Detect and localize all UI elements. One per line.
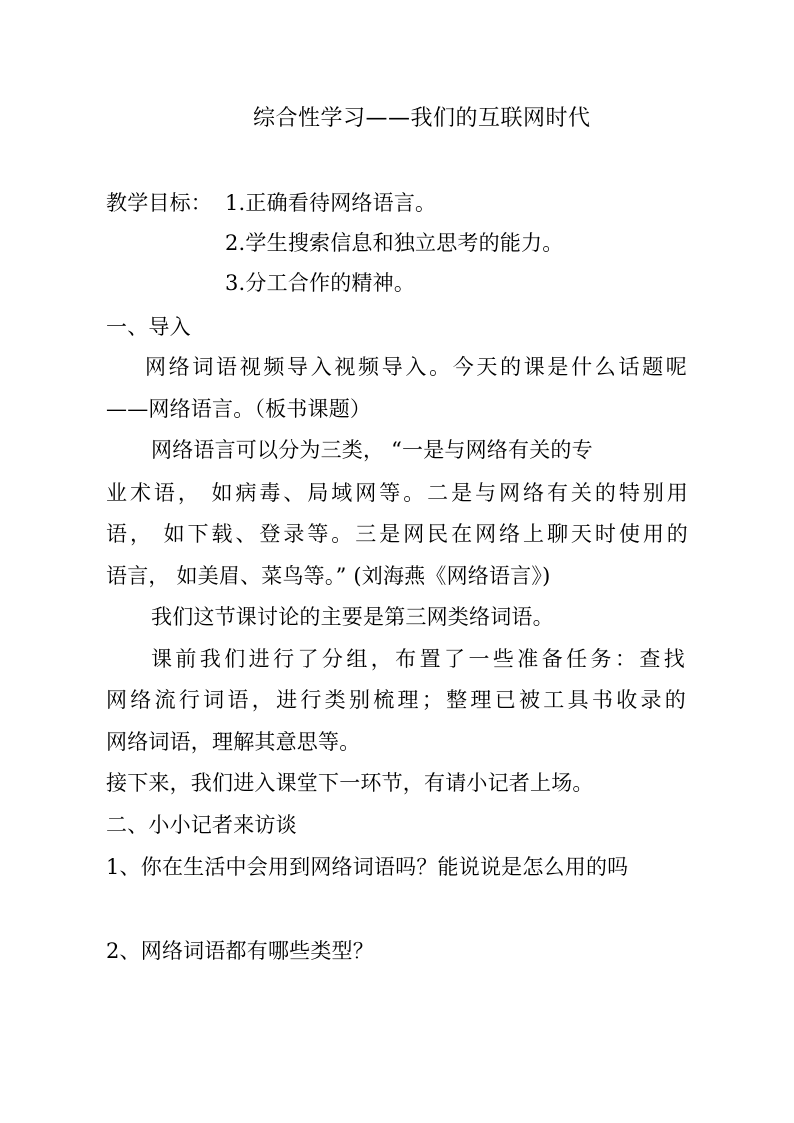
paragraph-line: 网络词语，理解其意思等。 xyxy=(106,730,361,754)
paragraph-line: 业术语， 如病毒、局域网等。二是与网络有关的特别用 xyxy=(106,481,688,505)
objective-item: 3.分工合作的精神。 xyxy=(225,271,416,295)
question-item: 1、你在生活中会用到网络词语吗？能说说是怎么用的吗 xyxy=(106,855,629,879)
objective-item: 1.正确看待网络语言。 xyxy=(225,191,437,215)
objective-item: 2.学生搜索信息和独立思考的能力。 xyxy=(225,231,564,255)
paragraph-line: 课前我们进行了分组，布置了一些准备任务：查找 xyxy=(151,647,685,671)
paragraph-line: 网络语言可以分为三类， “一是与网络有关的专 xyxy=(151,438,593,462)
paragraph-line: 网络词语视频导入视频导入。今天的课是什么话题呢 xyxy=(145,355,687,379)
paragraph-line: ——网络语言。（板书课题） xyxy=(106,397,372,421)
section-heading: 一、导入 xyxy=(106,315,191,339)
question-item: 2、网络词语都有哪些类型？ xyxy=(106,939,374,963)
transition-line: 接下来，我们进入课堂下一环节，有请小记者上场。 xyxy=(106,771,594,795)
paragraph-line: 语， 如下载、登录等。三是网民在网络上聊天时使用的 xyxy=(106,522,688,546)
objectives-label: 教学目标： xyxy=(106,191,212,215)
page-title: 综合性学习——我们的互联网时代 xyxy=(253,106,591,131)
paragraph-line: 语言， 如美眉、菜鸟等。” (刘海燕《网络语言》) xyxy=(106,564,551,588)
section-heading: 二、小小记者来访谈 xyxy=(106,813,297,837)
paragraph-line: 我们这节课讨论的主要是第三网类络词语。 xyxy=(151,605,554,629)
paragraph-line: 网络流行词语，进行类别梳理；整理已被工具书收录的 xyxy=(106,688,686,712)
